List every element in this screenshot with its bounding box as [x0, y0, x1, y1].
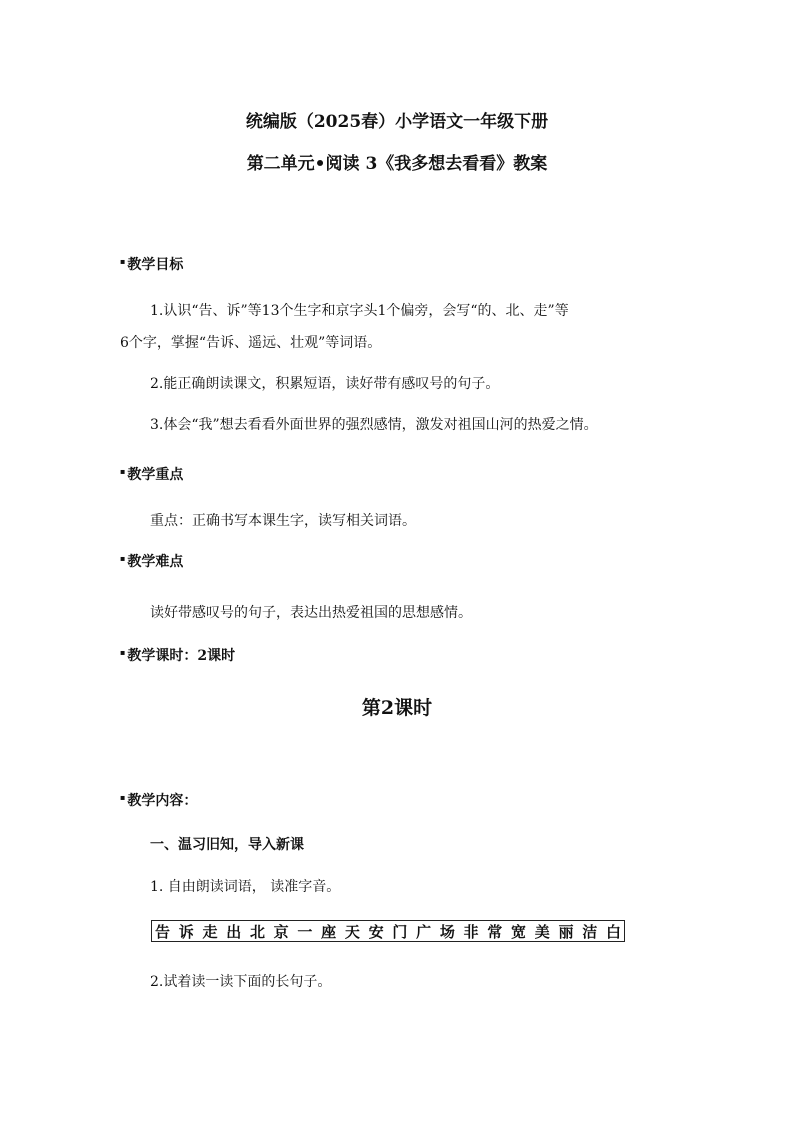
vocab-char: 白: [605, 922, 621, 941]
goal-item-1-cont: 6个字，掌握“告诉、遥远、壮观”等词语。: [120, 335, 382, 351]
goal-item-2: 2.能正确朗读课文，积累短语，读好带有感叹号的句子。: [150, 376, 500, 392]
vocabulary-box: [151, 920, 625, 942]
vocab-char: 场: [439, 922, 455, 941]
lesson-title: 第2课时: [361, 697, 433, 719]
vocab-char: 洁: [582, 922, 598, 941]
vocab-char: 告: [155, 922, 171, 941]
section-heading-content: ▪ 教学内容：: [120, 790, 197, 810]
vocab-char: 出: [226, 922, 242, 941]
step-heading-1: 一、温习旧知，导入新课: [150, 837, 304, 853]
vocab-char: 走: [202, 922, 218, 941]
vocab-char: 门: [392, 922, 408, 941]
section-heading-goals: ▪ 教学目标: [120, 254, 183, 274]
section-heading-hours: ▪ 教学课时：2课时: [120, 645, 235, 665]
vocab-char: 京: [273, 922, 289, 941]
key-points-text: 重点：正确书写本课生字，读写相关词语。: [150, 513, 416, 529]
vocab-char: 诉: [178, 922, 194, 941]
vocab-char: 丽: [558, 922, 574, 941]
difficulties-text: 读好带感叹号的句子，表达出热爱祖国的思想感情。: [150, 605, 472, 621]
vocab-char: 一: [297, 922, 313, 941]
vocab-char: 座: [321, 922, 337, 941]
content-item-1: 1. 自由朗读词语， 读准字音。: [150, 879, 341, 895]
section-heading-difficulties: ▪ 教学难点: [120, 551, 183, 571]
content-item-2: 2.试着读一读下面的长句子。: [150, 974, 332, 990]
vocab-char: 天: [344, 922, 360, 941]
vocab-char: 宽: [511, 922, 527, 941]
vocab-char: 非: [463, 922, 479, 941]
vocab-char: 常: [487, 922, 503, 941]
section-heading-key-points: ▪ 教学重点: [120, 464, 183, 484]
vocab-char: 安: [368, 922, 384, 941]
vocab-char: 美: [534, 922, 550, 941]
vocab-char: 广: [416, 922, 432, 941]
document-title: 统编版（2025春）小学语文一年级下册: [245, 112, 549, 132]
vocab-char: 北: [249, 922, 265, 941]
goal-item-3: 3.体会“我”想去看看外面世界的强烈感情，激发对祖国山河的热爱之情。: [150, 417, 598, 433]
document-subtitle: 第二单元•阅读 3《我多想去看看》教案: [246, 154, 548, 174]
goal-item-1: 1.认识“告、诉”等13个生字和京字头1个偏旁，会写“的、北、走”等: [150, 303, 569, 319]
